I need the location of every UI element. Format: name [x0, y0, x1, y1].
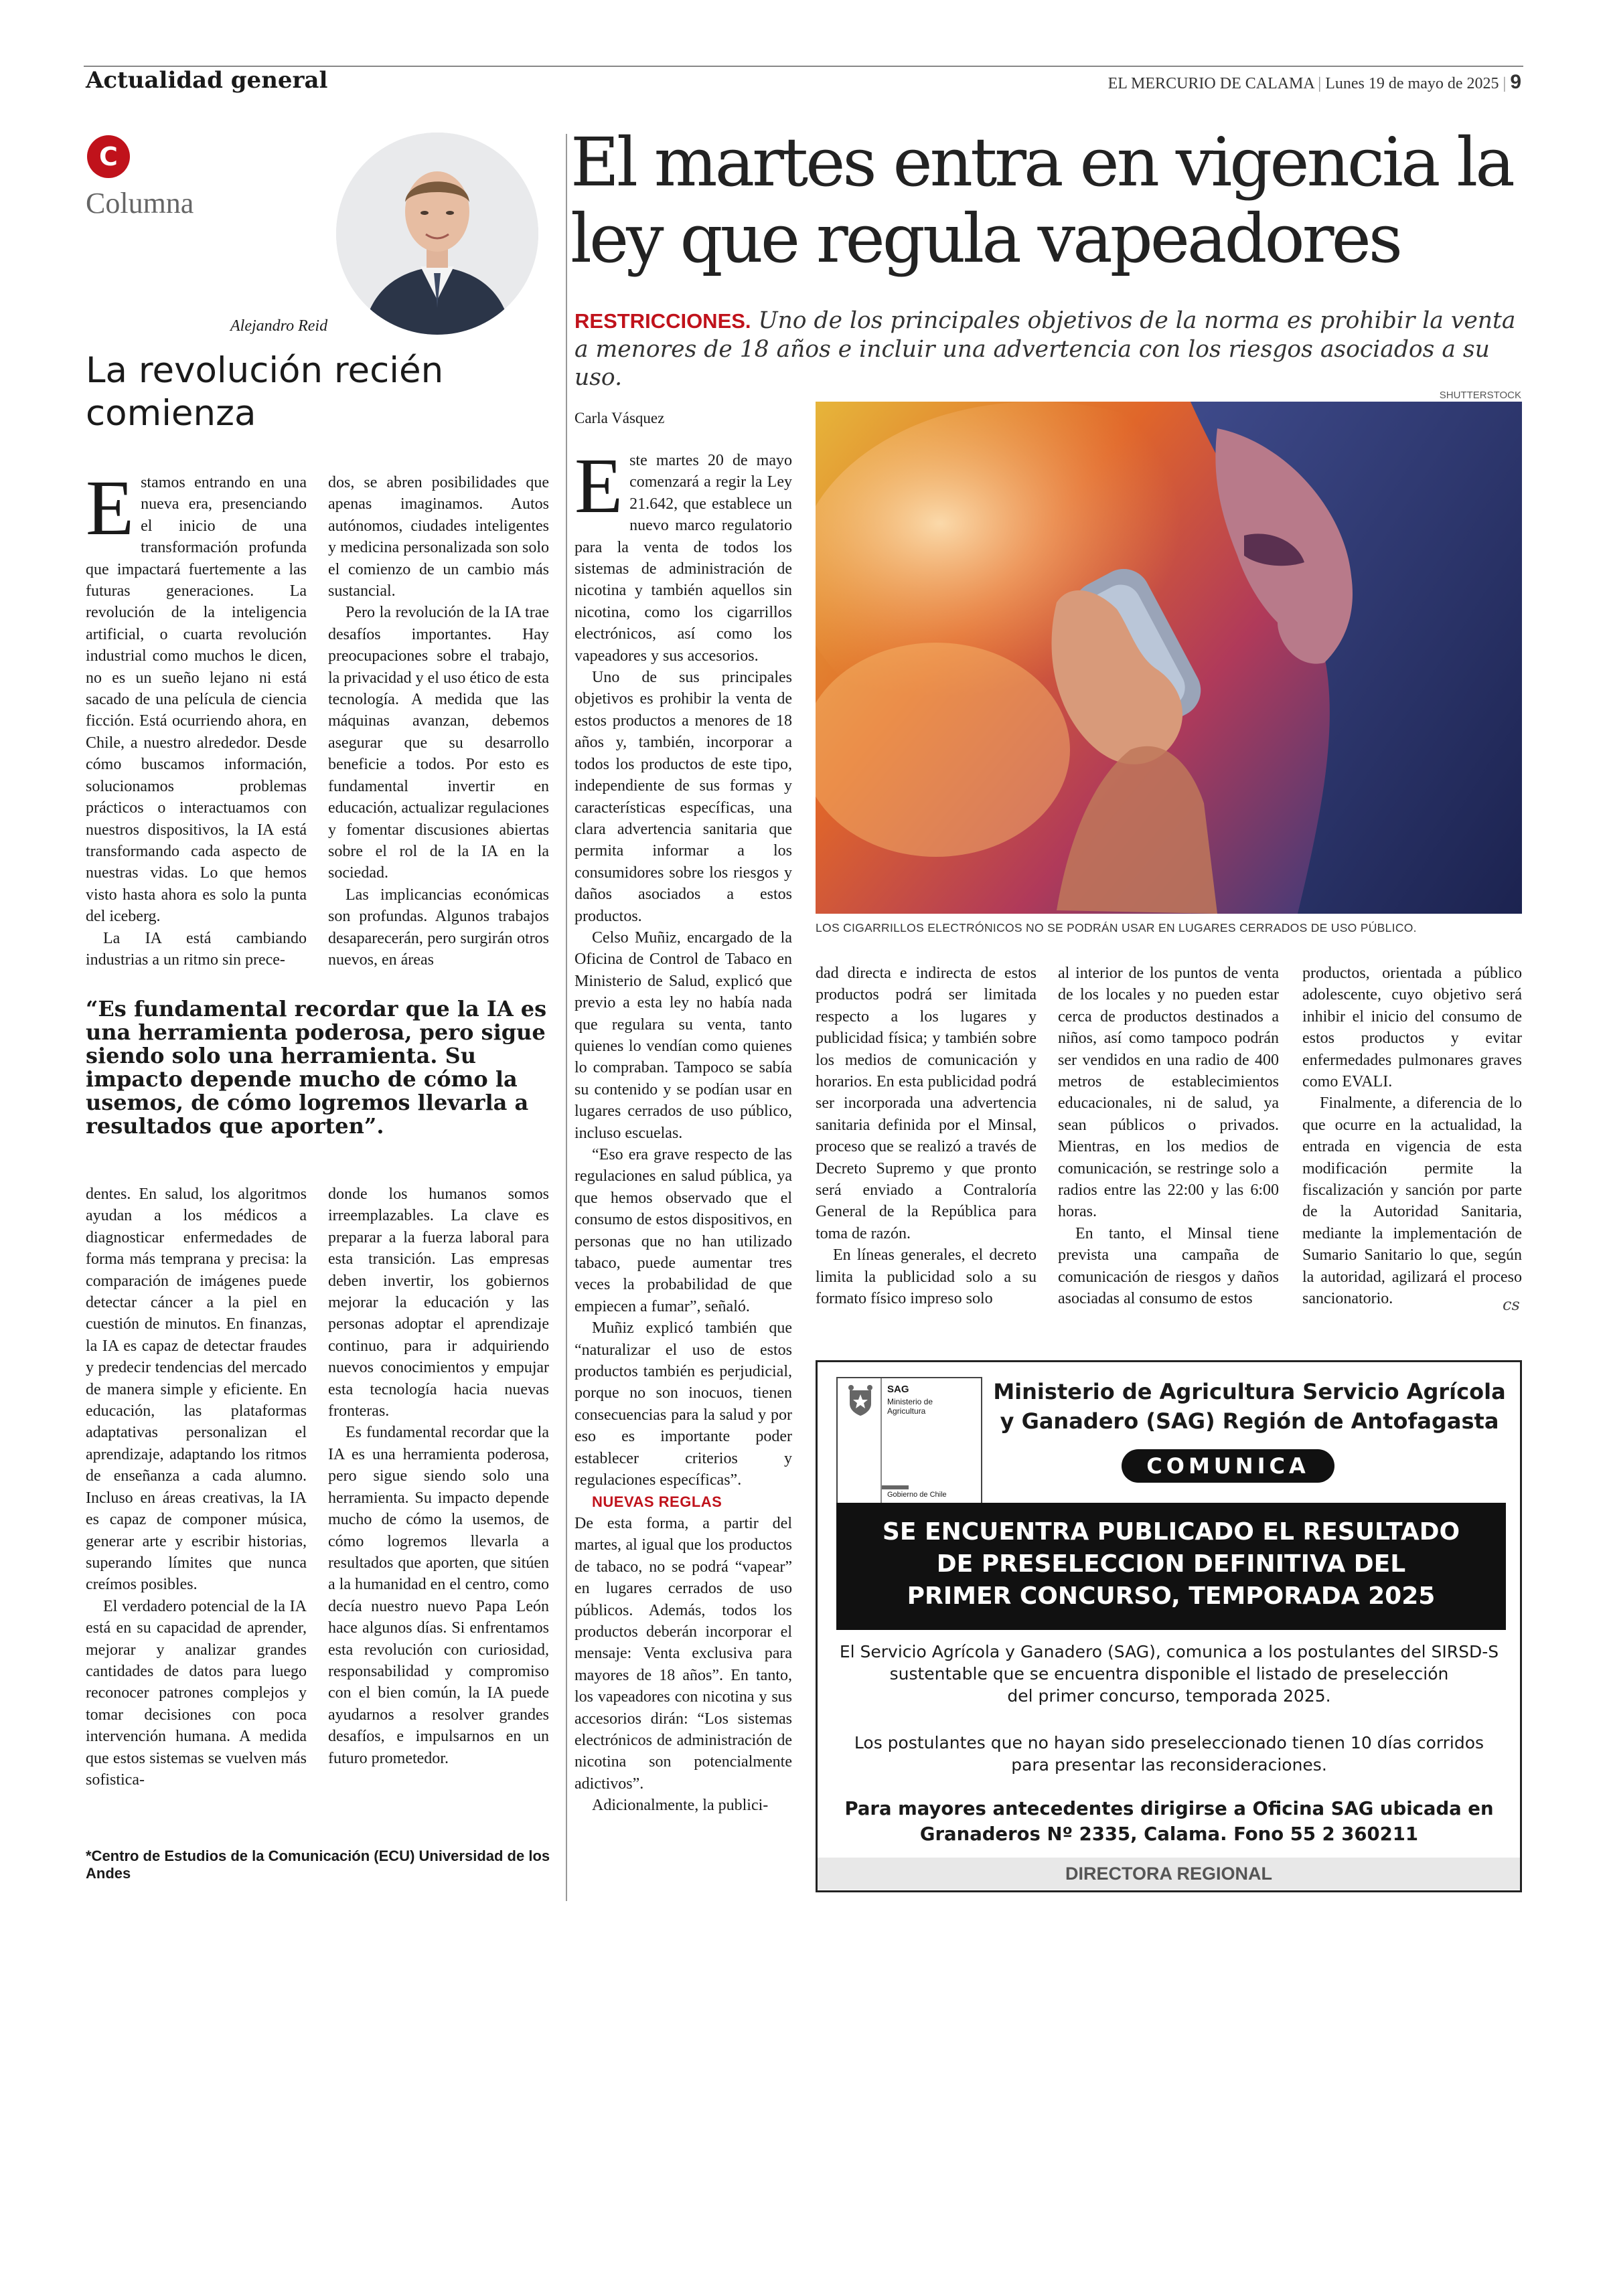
sag-signature: DIRECTORA REGIONAL — [818, 1858, 1520, 1890]
article-paragraph: “Eso era grave respecto de las regulaciones en salud pública, ya que hemos observado que el consumo de estos dispositivos, en personas que no han utilizado tabaco, puede aumentar tres veces la probabilidad de que empiecen a fumar”, señaló. — [575, 1146, 792, 1315]
article-paragraph: Finalmente, a diferencia de lo que ocurre en la actualidad, la entrada en vigencia de esta modificación permite la fiscalización y sanción por parte de la Autoridad Sanitaria, mediante la implementación de Sumario Sanitario lo que, según la autoridad, agilizará el proceso sancionatorio. — [1302, 1094, 1522, 1308]
column-footnote: *Centro de Estudios de la Comunicación (ECU) Universidad de los Andes — [86, 1848, 550, 1882]
sag-logo-footer-bar — [882, 1485, 909, 1489]
article-paragraph: En tanto, el Minsal tiene prevista una campaña de comunicación de riesgos y daños asociadas al consumo de estos — [1058, 1224, 1279, 1308]
sag-logo-name: SAG — [887, 1384, 909, 1395]
column-paragraph: donde los humanos somos irreemplazables. La clave es preparar a la fuerza laboral para esta transición. Las empresas deben invertir, los gobiernos mejorar la educación y las personas adoptar el aprendizaje continuo, para ir adquiriendo nuevos conocimientos y empujar esta tecnología hacia nuevas fronteras. — [328, 1185, 549, 1420]
author-portrait-image — [336, 133, 538, 335]
sag-body1-line2: sustentable que se encuentra disponible el listado de preselección — [889, 1664, 1449, 1684]
column-kicker: Columna — [86, 187, 194, 220]
article-end-mark: cs — [1503, 1295, 1520, 1314]
article-photo — [816, 402, 1522, 914]
sag-contact — [831, 1796, 1507, 1847]
article-dropcap: E — [575, 442, 623, 529]
page-number: 9 — [1510, 71, 1521, 93]
sag-banner-line1: SE ENCUENTRA PUBLICADO EL RESULTADO — [882, 1518, 1460, 1546]
column-pullquote: “Es fundamental recordar que la IA es una herramienta poderosa, pero sigue siendo solo una herramienta. Su impacto depende mucho de cómo la usemos, de cómo logremos llevarla a resultados que aporten”. — [86, 996, 547, 1139]
column-badge — [87, 135, 130, 178]
sag-comunica-badge: COMUNICA — [1122, 1449, 1334, 1483]
article-headline — [570, 125, 1521, 277]
article-paragraph: dad directa e indirecta de estos productos podrá ser limitada respecto a los lugares y publicidad física; y también sobre los medios de comunicación y horarios. En esta publicidad podrá ser incorporada una advertencia sanitaria definida por el Minsal, proceso que se realizó a través de Decreto Supremo y que pronto será enviado a Contraloría General de la República para toma de razón. — [816, 965, 1037, 1242]
section-name: Actualidad general — [86, 67, 328, 94]
chile-coat-of-arms-icon — [844, 1384, 876, 1417]
article-lead — [575, 307, 1522, 392]
column-author: Alejandro Reid — [230, 317, 328, 335]
article-paragraph: En líneas generales, el decreto limita la publicidad solo a su formato físico impreso solo — [816, 1246, 1037, 1308]
sag-body1-line1: El Servicio Agrícola y Ganadero (SAG), comunica a los postulantes del SIRSD-S — [839, 1642, 1499, 1661]
article-paragraph: al interior de los puntos de venta de los locales y no pueden estar cerca de productos destinados a niños, así como tampoco podrán ser vendidos en una radio de 400 metros de establecimientos educacionales, ni de salud, ya sean públicos o privados. Mientras, en los medios de comunicación, se restringe solo a radios entre las 22:00 y las 6:00 horas. — [1058, 965, 1279, 1221]
sag-title-line2: y Ganadero (SAG) Región de Antofagasta — [1000, 1408, 1499, 1434]
column-title-line1: La revolución recién — [86, 350, 444, 391]
column-title — [86, 349, 443, 435]
sag-title-line1: Ministerio de Agricultura Servicio Agrícola — [993, 1379, 1506, 1404]
article-subhead: NUEVAS REGLAS — [592, 1493, 722, 1510]
article-col1 — [575, 442, 792, 1817]
sag-body1-line3: del primer concurso, temporada 2025. — [1007, 1686, 1331, 1706]
sag-body2 — [831, 1732, 1507, 1776]
article-paragraph: De esta forma, a partir del martes, al igual que los productos de tabaco, no se podrá “vapear” en lugares cerrados de uso públicos. Además, todos los productos deberán incorporar el mensaje: Venta exclusiva para mayores de 18 años”. En tanto, los vapeadores con nicotina y sus accesorios dirán: “Los sistemas electrónicos de administración de nicotina son potencialmente adictivos”. — [575, 1514, 792, 1793]
article-col4 — [1302, 963, 1522, 1310]
sag-logo-sub2: Agricultura — [887, 1406, 926, 1416]
vaper-photo-image — [816, 402, 1522, 914]
sag-banner — [836, 1503, 1506, 1630]
column-badge-letter: C — [99, 142, 118, 171]
sag-body1 — [831, 1641, 1507, 1707]
sag-contact-line2: Granaderos Nº 2335, Calama. Fono 55 2 360211 — [919, 1823, 1419, 1845]
sag-banner-line3: PRIMER CONCURSO, TEMPORADA 2025 — [907, 1582, 1436, 1610]
sag-logo-sub1: Ministerio de — [887, 1397, 933, 1406]
column-paragraph: Las implicancias económicas son profundas. Algunos trabajos desaparecerán, pero surgirán otros nuevos, en áreas — [328, 886, 549, 969]
issue-date: Lunes 19 de mayo de 2025 — [1325, 75, 1499, 92]
article-paragraph: Uno de sus principales objetivos es prohibir la venta de estos productos a menores de 18 años y, también, incorporar a todos los productos de este tipo, independiente de sus formas y características específicas, una clara advertencia sanitaria que permita informar a los consumidores sobre los riesgos y daños asociados a estos productos. — [575, 669, 792, 925]
author-photo — [336, 133, 538, 335]
column-paragraph: La IA está cambiando industrias a un ritmo sin prece- — [86, 929, 307, 969]
article-paragraph: Muñiz explicó también que “naturalizar el uso de estos productos también es perjudicial, porque no son inocuos, tienen consecuencias para la salud y por eso es importante poder establecer criterios y regulaciones específicas”. — [575, 1319, 792, 1489]
column-paragraph: Pero la revolución de la IA trae desafíos importantes. Hay preocupaciones sobre el trabajo, la privacidad y el uso ético de esta tecnología. A medida que las máquinas avanzan, debemos asegurar que su desarrollo beneficie a todos. Por esto es fundamental invertir en educación, actualizar regulaciones y fomentar discusiones abiertas sobre el rol de la IA en la sociedad. — [328, 604, 549, 882]
column-dropcap: E — [86, 464, 135, 552]
column-body-col2b — [328, 1183, 549, 1769]
column-body-col1 — [86, 464, 307, 971]
column-paragraph: stamos entrando en una nueva era, presenciando el inicio de una transformación profunda que impactará fuertemente a las futuras generaciones. La revolución de la inteligencia artificial, o cuarta revolución industrial como muchos le dicen, no es un sueño lejano ni está sacado de una película de ciencia ficción. Está ocurriendo ahora, en Chile, a nuestro alrededor. Desde cómo buscamos información, solucionamos problemas prácticos o interactuamos con nuestros dispositivos, la IA está transformando cada aspecto de nuestras vidas. Lo que hemos visto hasta ahora es solo la punta del iceberg. — [86, 474, 307, 926]
column-body-col1b — [86, 1183, 307, 1791]
column-paragraph: dentes. En salud, los algoritmos ayudan a los médicos a diagnosticar enfermedades de forma más temprana y precisa: la comparación de imágenes puede detectar cáncer a la piel en cuestión de minutos. En finanzas, la IA es capaz de detectar fraudes y predecir tendencias del mercado de manera simple y eficiente. En educación, las plataformas adaptativas personalizan el aprendizaje, adaptando los ritmos de enseñanza a cada alumno. Incluso en áreas creativas, la IA es capaz de componer música, generar arte y escribir historias, superando límites que nunca creímos posibles. — [86, 1185, 307, 1594]
column-paragraph: Es fundamental recordar que la IA es una herramienta poderosa, pero sigue siendo solo una herramienta. Su impacto depende mucho de cómo la usemos, de cómo logremos llevarla a resultados que aporten, que sitúen a la humanidad en el centro, como decía nuestro nuevo Papa León hace algunos días. Si enfrentamos esta revolución con curiosidad, responsabilidad y compromiso con el bien común, la IA puede ayudarnos a resolver grandes desafíos, e impulsarnos en un futuro prometedor. — [328, 1424, 549, 1767]
article-col3 — [1058, 963, 1279, 1310]
newspaper-name: EL MERCURIO DE CALAMA — [1107, 75, 1314, 92]
sag-title — [988, 1377, 1511, 1436]
article-paragraph: productos, orientada a público adolescente, cuyo objetivo será inhibir el inicio del consumo de estos productos y evitar enfermedades pulmonares graves como EVALI. — [1302, 965, 1522, 1091]
column-title-line2: comienza — [86, 393, 256, 434]
article-col2 — [816, 963, 1037, 1310]
header-right: EL MERCURIO DE CALAMA | Lunes 19 de mayo de 2025 | 9 — [1107, 71, 1521, 93]
sag-logo-stripe — [881, 1378, 882, 1503]
column-paragraph: El verdadero potencial de la IA está en su capacidad de aprender, mejorar y analizar grandes cantidades de datos para luego reconocer patrones complejos y tomar decisiones con poca intervención humana. A medida que estos sistemas se vuelven más sofistica- — [86, 1597, 307, 1789]
lead-text: Uno de los principales objetivos de la norma es prohibir la venta a menores de 18 años e incluir una advertencia con los riesgos asociados a su uso. — [575, 307, 1516, 391]
sag-body2-line2: para presentar las reconsideraciones. — [1011, 1755, 1327, 1775]
photo-caption: LOS CIGARRILLOS ELECTRÓNICOS NO SE PODRÁN USAR EN LUGARES CERRADOS DE USO PÚBLICO. — [816, 921, 1417, 934]
article-byline: Carla Vásquez — [575, 410, 665, 426]
headline-line2: ley que regula vapeadores — [570, 199, 1401, 278]
article-paragraph: Celso Muñiz, encargado de la Oficina de Control de Tabaco en Ministerio de Salud, explicó que previo a esta ley no había nada que regulara su venta, tanto quienes lo vendían como quienes lo compraban. Tampoco se sabía su contenido y se podían usar en lugares cerrados de uso público, incluso escuelas. — [575, 928, 792, 1142]
sag-contact-line1: Para mayores antecedentes dirigirse a Oficina SAG ubicada en — [844, 1798, 1494, 1819]
column-body-col2 — [328, 472, 549, 971]
sag-logo-footer: Gobierno de Chile — [887, 1491, 947, 1499]
lead-label: RESTRICCIONES. — [575, 309, 751, 333]
sag-body2-line1: Los postulantes que no hayan sido preseleccionado tienen 10 días corridos — [854, 1733, 1484, 1752]
photo-credit: SHUTTERSTOCK — [1439, 390, 1521, 401]
sag-banner-line2: DE PRESELECCION DEFINITIVA DEL — [936, 1550, 1406, 1578]
headline-line1: El martes entra en vigencia la — [570, 123, 1513, 201]
article-paragraph: ste martes 20 de mayo comenzará a regir la Ley 21.642, que establece un nuevo marco regulatorio para la venta de todos los sistemas de administración de nicotina y también aquellos sin nicotina, como los cigarrillos electrónicos, así como los vapeadores y sus accesorios. — [575, 452, 792, 665]
article-paragraph: Adicionalmente, la publici- — [592, 1797, 769, 1815]
column-paragraph: dos, se abren posibilidades que apenas imaginamos. Autos autónomos, ciudades inteligentes y medicina personalizada son solo el comienzo de un cambio más sustancial. — [328, 474, 549, 600]
sag-logo — [836, 1377, 982, 1504]
column-divider — [566, 134, 567, 1901]
sag-ad — [816, 1360, 1522, 1892]
